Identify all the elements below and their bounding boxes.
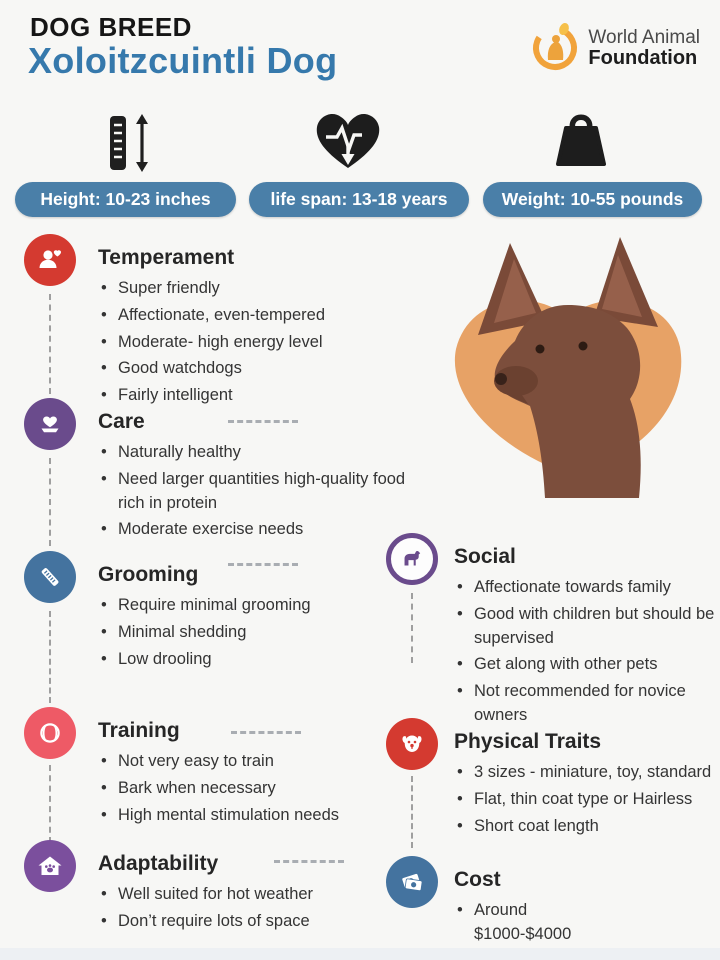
page-title: Xoloitzcuintli Dog	[28, 40, 338, 81]
bullet-list	[454, 576, 716, 728]
dog-photo	[420, 233, 716, 503]
heart-hands-icon	[24, 398, 76, 450]
list-item: • Short coat length	[454, 815, 716, 839]
bullet-list	[98, 594, 432, 671]
section-title: Care	[98, 410, 145, 433]
logo-line1: World Animal	[588, 27, 700, 49]
lifespan-badge: life span: 13-18 years	[249, 182, 469, 217]
comb-icon	[24, 551, 76, 603]
list-item: • Good watchdogs	[98, 357, 432, 381]
section-title: Temperament	[98, 246, 235, 269]
weight-icon	[552, 108, 610, 177]
list-item: • Flat, thin coat type or Hairless	[454, 788, 716, 812]
list-item: • Fairly intelligent	[98, 384, 432, 408]
list-item: • Not recommended for novice owners	[454, 680, 716, 728]
list-item: • Moderate- high energy level	[98, 331, 432, 355]
list-item: • Good with children but should be supervised	[454, 603, 716, 651]
dashed-connector	[49, 765, 51, 843]
dashed-connector	[49, 611, 51, 703]
list-item: • Don’t require lots of space	[98, 910, 432, 934]
height-badge: Height: 10-23 inches	[15, 182, 236, 217]
list-item: • Well suited for hot weather	[98, 883, 432, 907]
section-grooming	[24, 551, 311, 668]
section-title: Grooming	[98, 563, 199, 586]
list-item: • 3 sizes - miniature, toy, standard	[454, 761, 716, 785]
kicker: DOG BREED	[30, 12, 192, 42]
dashed-connector	[49, 294, 51, 394]
bullet-list	[98, 441, 432, 542]
section-physical-traits	[386, 718, 712, 835]
list-item: • Not very easy to train	[98, 750, 432, 774]
list-item: • Naturally healthy	[98, 441, 432, 465]
ball-icon	[24, 707, 76, 759]
list-item: • Affectionate, even-tempered	[98, 304, 432, 328]
weight-badge: Weight: 10-55 pounds	[483, 182, 702, 217]
list-item: • Affectionate towards family	[454, 576, 716, 600]
list-item: • Around $1000-$4000	[454, 899, 594, 947]
logo-line2: Foundation	[588, 46, 698, 69]
section-cost	[386, 856, 572, 943]
list-item: • Low drooling	[98, 648, 432, 672]
list-item: • Bark when necessary	[98, 777, 432, 801]
section-title: Cost	[454, 868, 501, 891]
dog-face-icon	[386, 718, 438, 770]
bullet-list	[98, 277, 432, 408]
section-care	[24, 398, 406, 539]
house-paw-icon	[24, 840, 76, 892]
section-title: Social	[454, 545, 516, 568]
list-item: • Require minimal grooming	[98, 594, 432, 618]
world-animal-foundation-logo	[529, 20, 700, 77]
heartbeat-icon	[312, 108, 384, 181]
list-item: • Need larger quantities high-quality food rich in protein	[98, 468, 432, 516]
logo-emblem-icon	[529, 20, 581, 77]
section-training	[24, 707, 340, 824]
money-icon	[386, 856, 438, 908]
dashed-connector	[411, 593, 413, 663]
person-heart-icon	[24, 234, 76, 286]
list-item: • High mental stimulation needs	[98, 804, 432, 828]
bullet-list	[454, 761, 716, 838]
bullet-list	[98, 750, 432, 827]
section-social	[386, 533, 715, 724]
dog-silhouette-icon	[386, 533, 438, 585]
list-item: • Minimal shedding	[98, 621, 432, 645]
list-item: • Get along with other pets	[454, 653, 716, 677]
bullet-list	[454, 899, 594, 947]
section-title: Physical Traits	[454, 730, 602, 753]
section-temperament	[24, 234, 325, 404]
section-adaptability	[24, 840, 314, 930]
logo-text	[588, 28, 700, 69]
list-item: • Super friendly	[98, 277, 432, 301]
bullet-list	[98, 883, 432, 934]
list-item: • Moderate exercise needs	[98, 518, 432, 542]
section-title: Adaptability	[98, 852, 219, 875]
dashed-connector	[411, 776, 413, 848]
dashed-connector	[49, 458, 51, 546]
section-title: Training	[98, 719, 180, 742]
ruler-height-icon	[100, 112, 156, 179]
bottom-strip	[0, 948, 720, 960]
